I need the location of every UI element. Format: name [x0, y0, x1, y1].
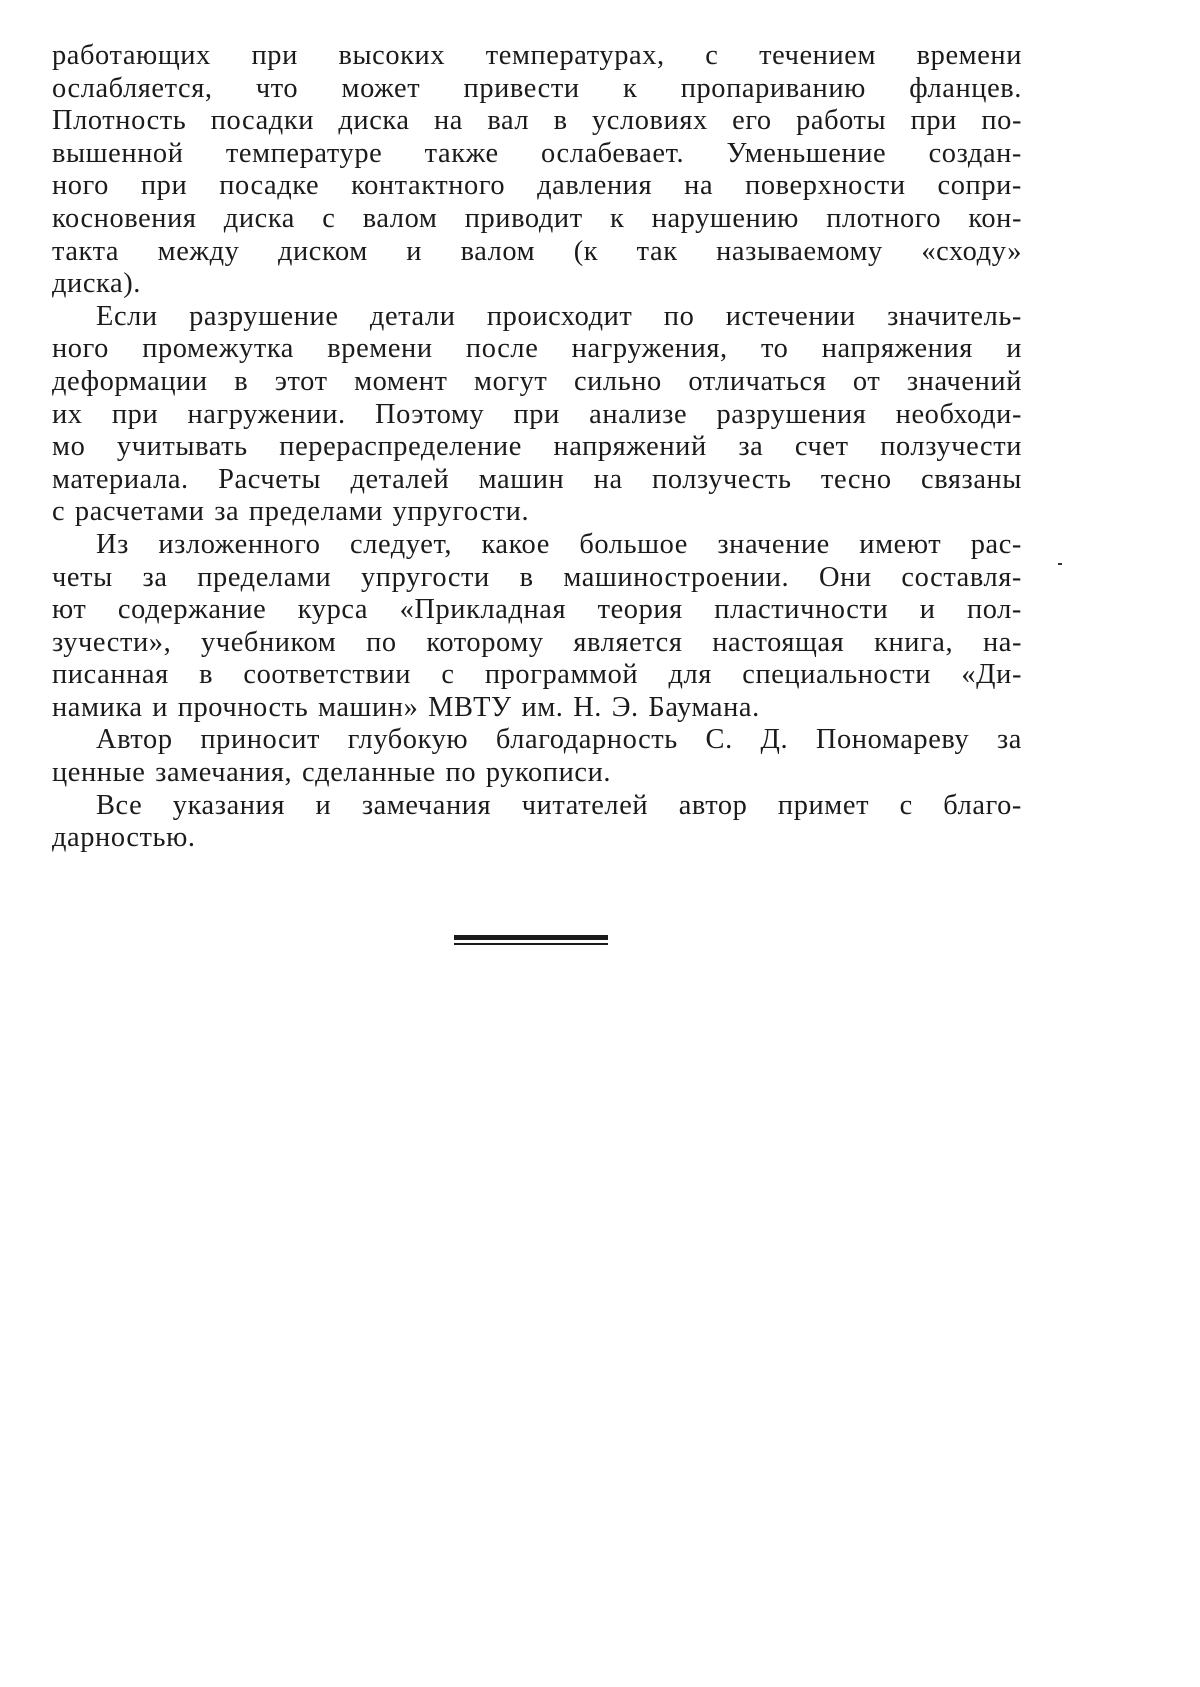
- text-line: ценные замечания, сделанные по рукописи.: [52, 757, 612, 789]
- text-line: косновения диска с валом приводит к нарушению плотного кон-: [52, 202, 1022, 234]
- text-line: деформации в этот момент могут сильно отличаться от значений: [52, 365, 1022, 397]
- text-line: с расчетами за пределами упругости.: [52, 496, 530, 528]
- text-line: Автор приносит глубокую благодарность С. Д. Пономареву за: [96, 724, 1022, 756]
- text-line: Все указания и замечания читателей автор примет с благо-: [96, 789, 1022, 821]
- text-line: такта между диском и валом (к так называемому «сходу»: [52, 235, 1022, 267]
- text-line: дарностью.: [52, 822, 196, 854]
- text-line: зучести», учебником по которому является настоящая книга, на-: [52, 626, 1022, 658]
- text-line: писанная в соответствии с программой для специальности «Ди-: [52, 659, 1022, 691]
- rule-thin-line: [454, 943, 608, 945]
- text-line: мо учитывать перераспределение напряжений за счет ползучести: [52, 431, 1022, 463]
- text-line: Если разрушение детали происходит по истечении значитель-: [96, 300, 1022, 332]
- text-line: четы за пределами упругости в машиностроении. Они составля-: [52, 561, 1022, 593]
- text-line: их при нагружении. Поэтому при анализе разрушения необходи-: [52, 398, 1022, 430]
- text-line: вышенной температуре также ослабевает. Уменьшение создан-: [52, 137, 1022, 169]
- text-line: ослабляется, что может привести к пропариванию фланцев.: [52, 72, 1022, 104]
- text-line: намика и прочность машин» МВТУ им. Н. Э. Баумана.: [52, 691, 760, 723]
- text-line: ного при посадке контактного давления на поверхности сопри-: [52, 170, 1022, 202]
- text-line: диска).: [52, 268, 141, 300]
- text-line: материала. Расчеты деталей машин на ползучесть тесно связаны: [52, 463, 1022, 495]
- scan-speck: [1058, 563, 1062, 565]
- text-line: работающих при высоких температурах, с течением времени: [52, 40, 1022, 71]
- text-line: ного промежутка времени после нагружения, то напряжения и: [52, 333, 1022, 365]
- section-end-rule: [454, 935, 608, 945]
- text-line: ют содержание курса «Прикладная теория пластичности и пол-: [52, 594, 1022, 626]
- body-text: [52, 40, 1022, 855]
- text-line: Из изложенного следует, какое большое значение имеют рас-: [96, 528, 1022, 560]
- text-line: Плотность посадки диска на вал в условиях его работы при по-: [52, 105, 1022, 137]
